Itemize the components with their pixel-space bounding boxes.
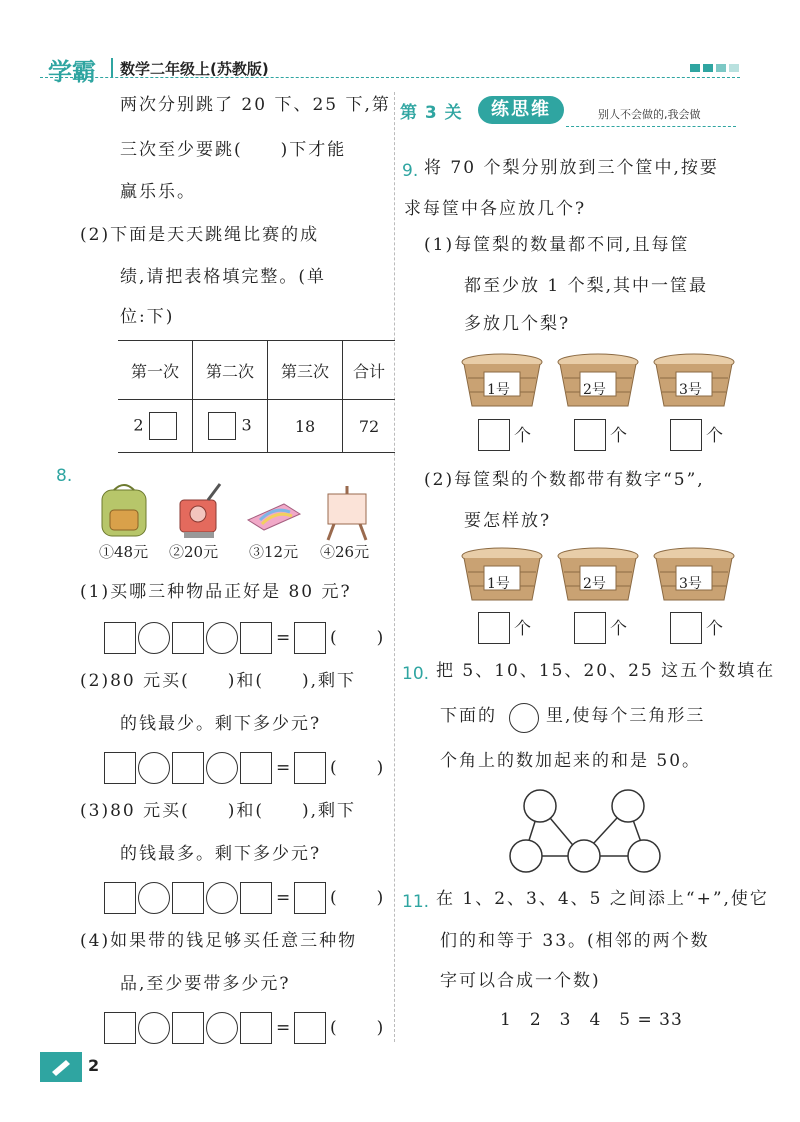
q9-line-1: 将 70 个梨分别放到三个筐中,按要 — [424, 158, 719, 178]
q10-line-3: 个角上的数加起来的和是 50。 — [440, 751, 702, 771]
blank-circle-icon — [509, 703, 539, 733]
answer-box[interactable] — [240, 1012, 272, 1044]
answer-box[interactable] — [104, 752, 136, 784]
item-price: ②20元 — [169, 543, 219, 561]
answer-box[interactable] — [670, 612, 702, 644]
pencil-icon — [40, 1052, 82, 1082]
page-badge — [40, 1052, 82, 1082]
basket-label: 1号 — [487, 576, 510, 592]
question-number: 11. — [402, 892, 430, 912]
answer-box[interactable] — [172, 752, 204, 784]
q11-line-2: 们的和等于 33。(相邻的两个数 — [440, 931, 710, 951]
q8-1-text: (1)买哪三种物品正好是 80 元? — [80, 582, 352, 602]
question-number: 10. — [402, 664, 430, 684]
answer-box[interactable] — [104, 622, 136, 654]
backpack-icon — [102, 485, 146, 536]
table-header: 第二次 — [193, 341, 268, 400]
number-slot[interactable] — [510, 840, 542, 872]
q8-3-line-1: (3)80 元买( )和( ),剩下 — [80, 801, 357, 821]
q8-2-line-2: 的钱最少。剩下多少元? — [120, 714, 322, 734]
basket-label: 3号 — [679, 576, 702, 592]
answer-box[interactable] — [670, 419, 702, 451]
question-number: 8. — [56, 466, 73, 486]
answer-box[interactable] — [294, 752, 326, 784]
table-cell: 18 — [268, 400, 343, 453]
q9-1-line-1: (1)每筐梨的数量都不同,且每筐 — [424, 235, 690, 255]
q8-4-line-1: (4)如果带的钱足够买任意三种物 — [80, 931, 358, 951]
unit-blank[interactable]: ( ) — [330, 888, 386, 908]
answer-box[interactable] — [574, 419, 606, 451]
item-price: ④26元 — [320, 543, 370, 561]
table-cell: 72 — [343, 400, 396, 453]
equals-sign: = — [276, 1018, 293, 1038]
answer-box[interactable] — [294, 622, 326, 654]
q10-line-1: 把 5、10、15、20、25 这五个数填在 — [436, 661, 776, 681]
item-price: ①48元 — [99, 543, 149, 561]
answer-box[interactable] — [240, 882, 272, 914]
answer-box[interactable] — [149, 412, 177, 440]
equals-sign: = — [276, 888, 293, 908]
level-label: 第 3 关 — [400, 103, 463, 123]
answer-box[interactable] — [240, 752, 272, 784]
intro-line-1: 两次分别跳了 20 下、25 下,第 — [120, 95, 391, 115]
tagline-rule — [566, 126, 736, 127]
operator-circle[interactable] — [138, 882, 170, 914]
q9-1-line-2: 都至少放 1 个梨,其中一筐最 — [464, 276, 709, 296]
easel-icon — [328, 486, 366, 540]
q10-line-2b: 里,使每个三角形三 — [546, 706, 706, 726]
intro-line-3: 赢乐乐。 — [120, 182, 196, 202]
q8-3-line-2: 的钱最多。剩下多少元? — [120, 844, 322, 864]
shop-items-illustration — [96, 480, 386, 542]
unit-blank[interactable]: ( ) — [330, 628, 386, 648]
tagline: 别人不会做的,我会做 — [598, 108, 701, 121]
q7-2-line-1: (2)下面是天天跳绳比赛的成 — [80, 225, 320, 245]
operator-circle[interactable] — [206, 752, 238, 784]
unit-label: 个 — [514, 619, 533, 639]
logo: 学霸 — [48, 58, 96, 86]
unit-label: 个 — [706, 426, 725, 446]
unit-label: 个 — [610, 426, 629, 446]
equals-sign: = — [276, 628, 293, 648]
answer-box[interactable] — [104, 1012, 136, 1044]
answer-box[interactable] — [294, 1012, 326, 1044]
answer-box[interactable] — [478, 419, 510, 451]
number-slot[interactable] — [628, 840, 660, 872]
basket-label: 2号 — [583, 382, 606, 398]
basket-label: 2号 — [583, 576, 606, 592]
q11-expression: 1 2 3 4 5 = 33 — [500, 1010, 683, 1030]
item-price: ③12元 — [249, 543, 299, 561]
table-header: 第三次 — [268, 341, 343, 400]
header-rule — [40, 77, 740, 78]
q7-2-line-2: 绩,请把表格填完整。(单 — [120, 267, 327, 287]
basket-label: 1号 — [487, 382, 510, 398]
triangle-diagram — [508, 786, 664, 874]
number-slot[interactable] — [612, 790, 644, 822]
table-header: 合计 — [343, 341, 396, 400]
unit-blank[interactable]: ( ) — [330, 758, 386, 778]
answer-box[interactable] — [172, 882, 204, 914]
q10-line-2a: 下面的 — [440, 706, 497, 726]
q11-line-1: 在 1、2、3、4、5 之间添上“+”,使它 — [436, 889, 769, 909]
number-slot[interactable] — [568, 840, 600, 872]
header-square — [703, 64, 713, 72]
page-number: 2 — [88, 1056, 100, 1075]
score-table — [118, 340, 395, 453]
q9-2-line-2: 要怎样放? — [464, 511, 552, 531]
q11-line-3: 字可以合成一个数) — [440, 971, 601, 991]
operator-circle[interactable] — [206, 622, 238, 654]
answer-box[interactable] — [172, 622, 204, 654]
q9-1-line-3: 多放几个梨? — [464, 314, 571, 334]
table-cell: 3 — [193, 400, 268, 453]
q9-2-line-1: (2)每筐梨的个数都带有数字“5”, — [424, 470, 705, 490]
book-title: 数学二年级上(苏教版) — [120, 60, 269, 78]
q9-line-2: 求每筐中各应放几个? — [404, 199, 587, 219]
answer-box[interactable] — [478, 612, 510, 644]
unit-blank[interactable]: ( ) — [330, 1018, 386, 1038]
pencil-sharpener-icon — [180, 484, 220, 538]
answer-box[interactable] — [294, 882, 326, 914]
answer-box[interactable] — [104, 882, 136, 914]
intro-line-2: 三次至少要跳( )下才能 — [120, 140, 347, 160]
operator-circle[interactable] — [206, 1012, 238, 1044]
operator-circle[interactable] — [206, 882, 238, 914]
unit-label: 个 — [706, 619, 725, 639]
operator-circle[interactable] — [138, 1012, 170, 1044]
column-divider — [394, 92, 395, 1042]
table-header: 第一次 — [118, 341, 193, 400]
operator-circle[interactable] — [138, 622, 170, 654]
q8-2-line-1: (2)80 元买( )和( ),剩下 — [80, 671, 357, 691]
header-square — [716, 64, 726, 72]
question-number: 9. — [402, 161, 419, 181]
eraser-icon — [248, 504, 300, 530]
logo-divider — [111, 58, 113, 78]
q7-2-line-3: 位:下) — [120, 307, 175, 327]
answer-box[interactable] — [172, 1012, 204, 1044]
q8-4-line-2: 品,至少要带多少元? — [120, 974, 291, 994]
answer-box[interactable] — [208, 412, 236, 440]
unit-label: 个 — [514, 426, 533, 446]
number-slot[interactable] — [524, 790, 556, 822]
header-square — [690, 64, 700, 72]
table-cell: 2 — [118, 400, 193, 453]
answer-box[interactable] — [574, 612, 606, 644]
answer-box[interactable] — [240, 622, 272, 654]
equals-sign: = — [276, 758, 293, 778]
unit-label: 个 — [610, 619, 629, 639]
level-pill: 练思维 — [478, 96, 564, 124]
header-square — [729, 64, 739, 72]
basket-label: 3号 — [679, 382, 702, 398]
operator-circle[interactable] — [138, 752, 170, 784]
